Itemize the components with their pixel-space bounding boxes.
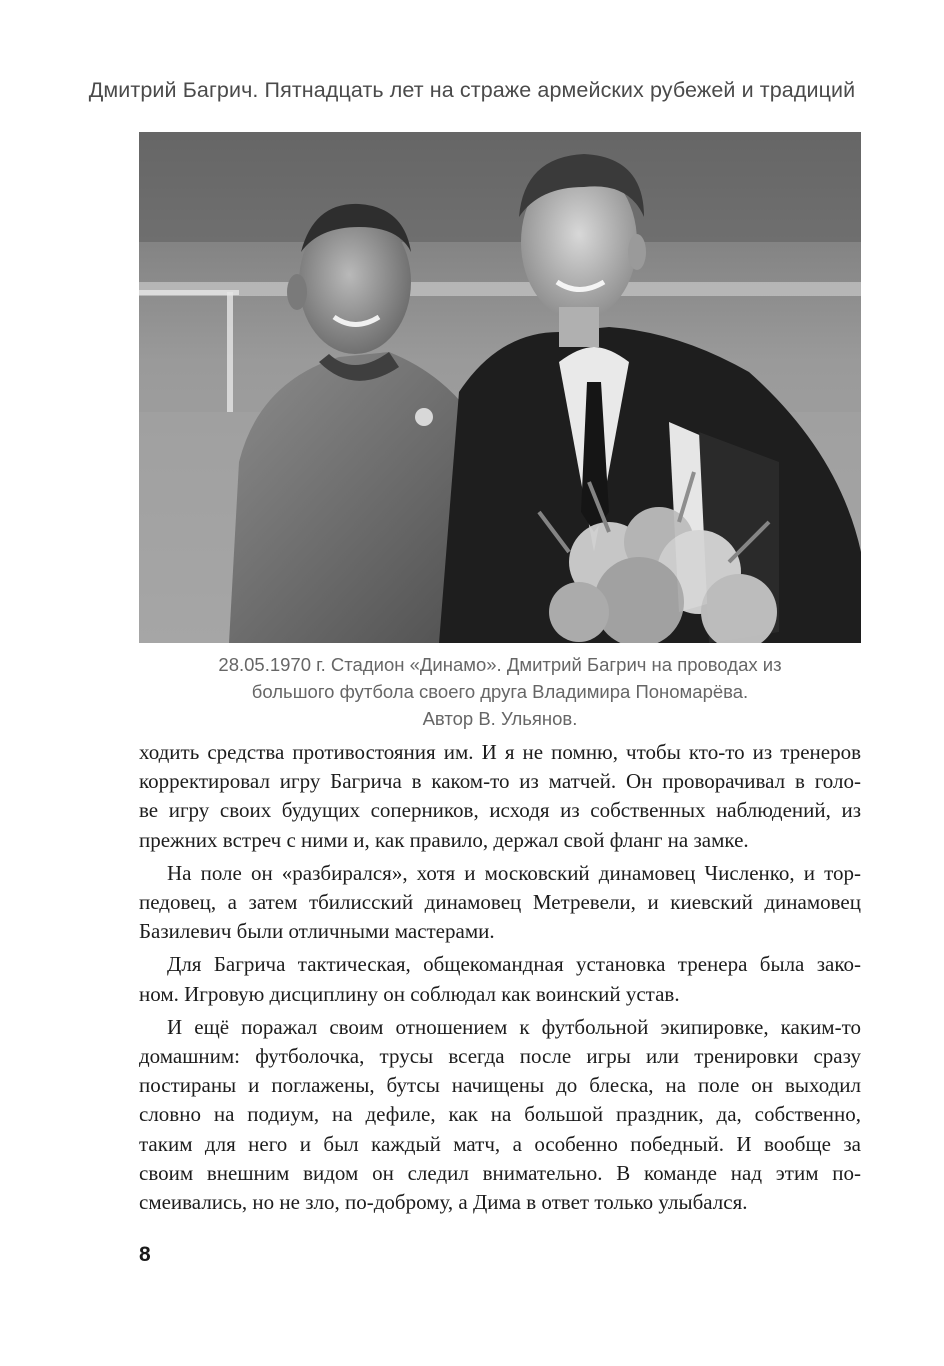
caption-line: Автор В. Ульянов.: [422, 708, 578, 729]
text-line: На поле он «разбирался», хотя и московский динамовец Численко, и тор-: [167, 860, 861, 885]
page-number: 8: [139, 1243, 151, 1266]
paragraph: [139, 1013, 861, 1217]
text-line: ве игру своих будущих соперников, исходя из собственных наблюдений, из: [139, 798, 861, 823]
body-text: [139, 738, 861, 1221]
text-line: домашним: футболочка, трусы всегда после игры или тренировки сразу: [139, 1044, 861, 1069]
text-line: педовец, а затем тбилисский динамовец Метревели, и киевский динамовец: [139, 890, 861, 915]
paragraph: [139, 859, 861, 947]
text-line: Для Багрича тактическая, общекомандная установка тренера была зако-: [167, 952, 861, 977]
photo-caption: [139, 651, 861, 732]
paragraph: [139, 950, 861, 1008]
text-line: корректировал игру Багрича в каком-то из матчей. Он проворачивал в голо-: [139, 769, 861, 794]
text-line: смеивались, но не зло, по-доброму, а Дима в ответ только улыбался.: [139, 1190, 748, 1215]
text-line: таким для него и был каждый матч, а особенно победный. И вообще за: [139, 1131, 861, 1156]
text-line: прежних встреч с ними и, как правило, держал свой фланг на замке.: [139, 827, 749, 852]
text-line: своим внешним видом он следил внимательно. В команде над этим по-: [139, 1160, 861, 1185]
text-line: Базилевич были отличными мастерами.: [139, 919, 495, 944]
text-line: словно на подиум, на дефиле, как на большой праздник, да, собственно,: [139, 1102, 861, 1127]
caption-line: большого футбола своего друга Владимира Пономарёва.: [251, 681, 749, 702]
text-line: постираны и поглажены, бутсы начищены до блеска, на поле он выходил: [139, 1073, 861, 1098]
text-line: И ещё поражал своим отношением к футбольной экипировке, каким-то: [167, 1014, 861, 1039]
text-line: ходить средства противостояния им. И я не помню, чтобы кто-то из тренеров: [139, 740, 861, 764]
historical-photo: [139, 132, 861, 643]
running-head: Дмитрий Багрич. Пятнадцать лет на страже армейских рубежей и традиций: [88, 78, 856, 102]
text-line: ном. Игровую дисциплину он соблюдал как воинский устав.: [139, 981, 680, 1006]
caption-line: 28.05.1970 г. Стадион «Динамо». Дмитрий Багрич на проводах из: [218, 654, 782, 675]
paragraph: [139, 738, 861, 855]
